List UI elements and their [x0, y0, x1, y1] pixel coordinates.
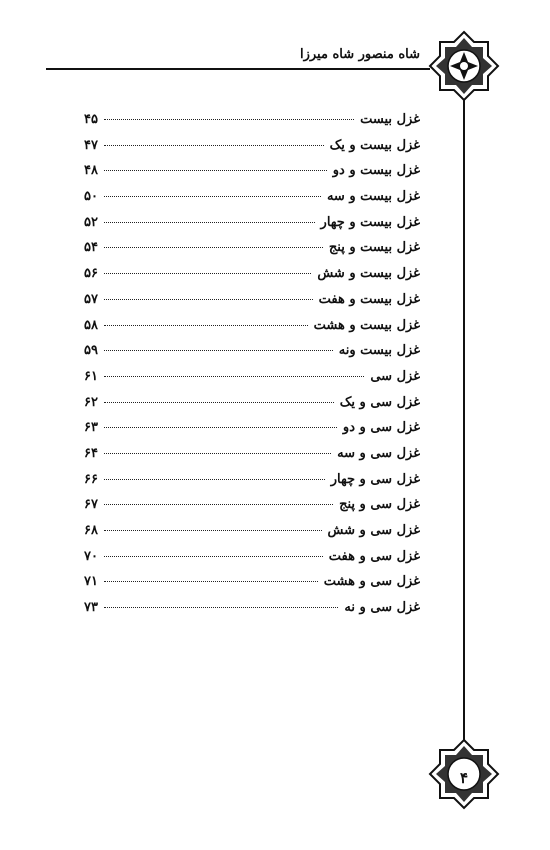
toc-dot-leader — [104, 556, 323, 557]
toc-entry-page: ۵۴ — [84, 240, 98, 256]
toc-entry-title: غزل بیست و سه — [326, 189, 420, 205]
toc-dot-leader — [104, 273, 311, 274]
toc-dot-leader — [104, 350, 333, 351]
toc-entry — [84, 318, 420, 344]
ornament-top-icon — [428, 30, 500, 102]
toc-entry — [84, 266, 420, 292]
toc-dot-leader — [104, 170, 327, 171]
toc-entry — [84, 215, 420, 241]
toc-entry-page: ۵۰ — [84, 189, 98, 205]
toc-entry — [84, 600, 420, 626]
toc-dot-leader — [104, 145, 324, 146]
toc-entry-page: ۵۶ — [84, 266, 98, 282]
toc-entry-page: ۵۹ — [84, 343, 98, 359]
toc-dot-leader — [104, 376, 364, 377]
toc-entry-page: ۵۷ — [84, 291, 98, 307]
header-title: شاه منصور شاه میرزا — [299, 47, 420, 62]
toc-entry-page: ۶۳ — [84, 420, 98, 436]
vertical-rule — [463, 96, 465, 750]
toc-dot-leader — [104, 453, 331, 454]
toc-entry-page: ۶۱ — [84, 368, 98, 384]
toc-dot-leader — [104, 581, 318, 582]
toc-entry-page: ۴۸ — [84, 163, 98, 179]
toc-dot-leader — [104, 222, 315, 223]
toc-entry — [84, 395, 420, 421]
toc-entry-title: غزل بیست و شش — [317, 266, 420, 282]
toc-dot-leader — [104, 427, 337, 428]
toc-entry-title: غزل سی و نه — [344, 600, 420, 616]
toc-entry-title: غزل سی و شش — [327, 523, 420, 538]
toc-entry-title: غزل سی و پنج — [339, 497, 420, 513]
toc-entry — [84, 163, 420, 189]
toc-entry — [84, 343, 420, 369]
toc-entry — [84, 369, 420, 395]
toc-dot-leader — [104, 196, 321, 197]
toc-entry — [84, 112, 420, 138]
toc-dot-leader — [104, 325, 308, 326]
toc-entry-page: ۵۸ — [84, 317, 98, 333]
toc-entry-page: ۶۷ — [84, 497, 98, 513]
toc-entry-title: غزل بیست و یک — [329, 137, 420, 153]
toc-entry-title: غزل بیست و پنج — [328, 240, 420, 256]
toc-dot-leader — [104, 607, 338, 608]
toc-entry-title: غزل بیست و هفت — [318, 291, 420, 307]
toc-dot-leader — [104, 530, 322, 531]
toc-entry-page: ۷۳ — [84, 600, 98, 616]
table-of-contents — [84, 112, 420, 626]
toc-entry — [84, 292, 420, 318]
toc-entry — [84, 420, 420, 446]
toc-entry — [84, 138, 420, 164]
toc-dot-leader — [104, 299, 313, 300]
toc-entry-page: ۶۶ — [84, 471, 98, 487]
toc-entry-page: ۵۲ — [84, 214, 98, 230]
toc-entry — [84, 549, 420, 575]
toc-entry — [84, 240, 420, 266]
toc-entry-page: ۶۲ — [84, 394, 98, 410]
toc-entry-title: غزل بیست و هشت — [313, 317, 420, 333]
toc-entry — [84, 446, 420, 472]
toc-entry — [84, 523, 420, 549]
toc-dot-leader — [104, 479, 325, 480]
toc-entry — [84, 189, 420, 215]
toc-entry-page: ۷۰ — [84, 548, 98, 564]
toc-entry-title: غزل سی و هفت — [328, 548, 420, 564]
toc-dot-leader — [104, 402, 334, 403]
toc-entry-title: غزل بیست — [360, 112, 420, 127]
toc-entry-title: غزل سی و دو — [342, 420, 420, 436]
toc-entry-title: غزل سی و سه — [337, 445, 420, 461]
toc-entry-title: غزل بیست ونه — [338, 343, 420, 359]
toc-entry-title: غزل سی — [370, 368, 420, 384]
toc-entry — [84, 472, 420, 498]
toc-entry-page: ۶۸ — [84, 523, 98, 538]
toc-entry-title: غزل سی و یک — [339, 394, 420, 410]
header-rule — [46, 68, 430, 70]
toc-entry-title: غزل سی و چهار — [330, 471, 420, 487]
toc-entry-title: غزل سی و هشت — [323, 574, 420, 590]
toc-dot-leader — [104, 504, 333, 505]
toc-entry — [84, 574, 420, 600]
toc-entry-title: غزل بیست و چهار — [320, 214, 420, 230]
toc-dot-leader — [104, 119, 354, 120]
toc-entry — [84, 497, 420, 523]
toc-entry-page: ۴۷ — [84, 137, 98, 153]
page-number: ۴ — [459, 769, 469, 787]
toc-dot-leader — [104, 247, 323, 248]
toc-entry-page: ۴۵ — [84, 112, 98, 127]
toc-entry-page: ۶۴ — [84, 445, 98, 461]
toc-entry-page: ۷۱ — [84, 574, 98, 590]
toc-entry-title: غزل بیست و دو — [332, 163, 420, 179]
